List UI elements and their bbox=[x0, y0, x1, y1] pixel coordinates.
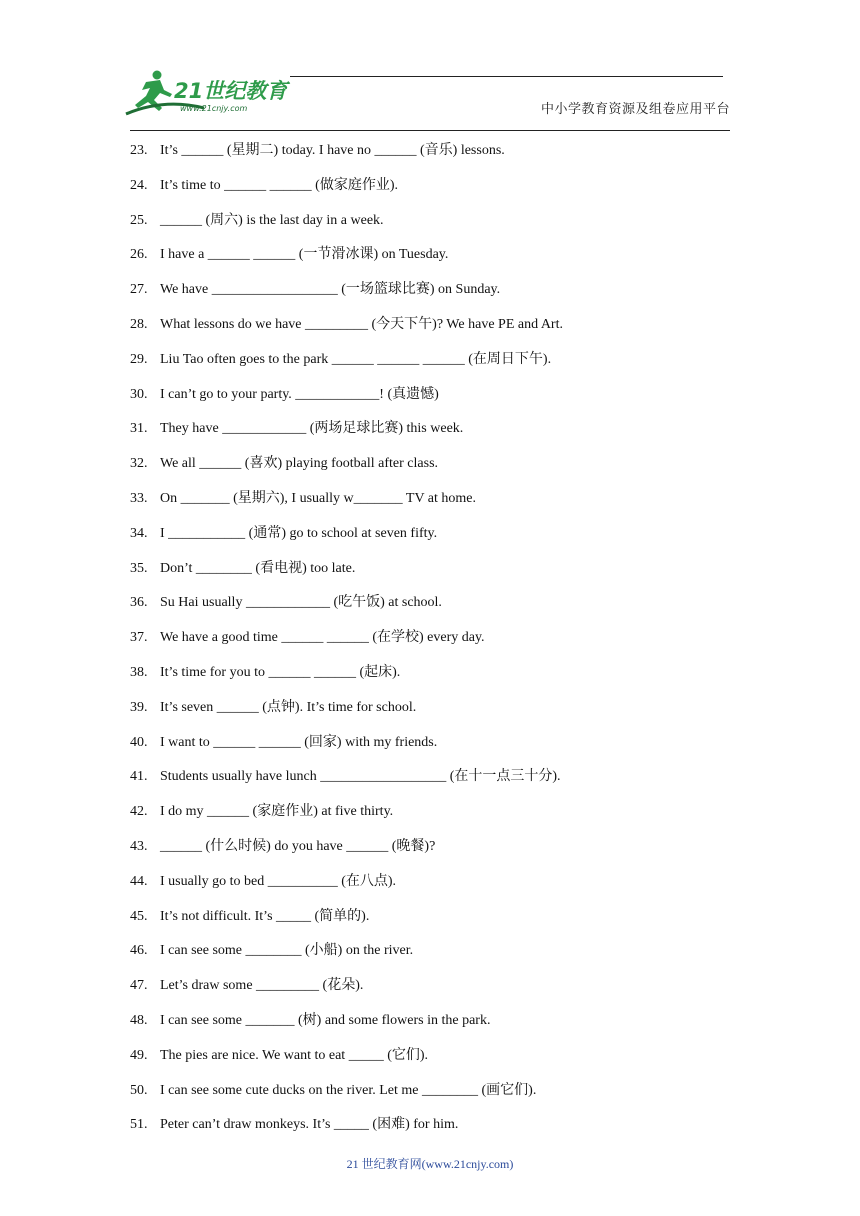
question-text: It’s not difficult. It’s _____ (简单的). bbox=[160, 908, 370, 924]
runner-logo-icon bbox=[124, 68, 294, 118]
question-number: 41. bbox=[130, 769, 148, 785]
question-number: 36. bbox=[130, 595, 148, 611]
question-number: 39. bbox=[130, 699, 148, 715]
question-item bbox=[130, 418, 730, 453]
question-text: We have a good time ______ ______ (在学校) every day. bbox=[160, 630, 485, 646]
question-text: ______ (周六) is the last day in a week. bbox=[160, 212, 384, 228]
question-number: 49. bbox=[130, 1047, 148, 1063]
question-item bbox=[130, 662, 730, 697]
page-header bbox=[0, 0, 860, 140]
question-item bbox=[130, 314, 730, 349]
question-number: 42. bbox=[130, 804, 148, 820]
question-item bbox=[130, 697, 730, 732]
question-item bbox=[130, 1045, 730, 1080]
question-text: The pies are nice. We want to eat _____ (它们). bbox=[160, 1047, 429, 1063]
question-item bbox=[130, 940, 730, 975]
question-number: 29. bbox=[130, 351, 148, 367]
question-item bbox=[130, 592, 730, 627]
question-item bbox=[130, 488, 730, 523]
question-text: I ___________ (通常) go to school at seven fifty. bbox=[160, 525, 438, 541]
question-text: I do my ______ (家庭作业) at five thirty. bbox=[160, 804, 394, 820]
question-number: 31. bbox=[130, 421, 148, 437]
question-item bbox=[130, 349, 730, 384]
question-item bbox=[130, 279, 730, 314]
question-text: It’s time for you to ______ ______ (起床). bbox=[160, 664, 401, 680]
question-item bbox=[130, 627, 730, 662]
question-item bbox=[130, 453, 730, 488]
question-item bbox=[130, 523, 730, 558]
question-item bbox=[130, 906, 730, 941]
question-number: 47. bbox=[130, 978, 148, 994]
question-number: 37. bbox=[130, 630, 148, 646]
question-text: Su Hai usually ____________ (吃午饭) at school. bbox=[160, 595, 442, 611]
question-text: I have a ______ ______ (一节滑冰课) on Tuesday. bbox=[160, 247, 449, 263]
page-footer[interactable]: 21 世纪教育网(www.21cnjy.com) bbox=[346, 1157, 514, 1171]
question-number: 46. bbox=[130, 943, 148, 959]
question-number: 32. bbox=[130, 456, 148, 472]
question-number: 35. bbox=[130, 560, 148, 576]
question-number: 30. bbox=[130, 386, 148, 402]
question-item bbox=[130, 175, 730, 210]
question-number: 27. bbox=[130, 282, 148, 298]
question-text: On _______ (星期六), I usually w_______ TV at home. bbox=[160, 490, 477, 506]
question-text: Don’t ________ (看电视) too late. bbox=[160, 560, 356, 576]
question-text: It’s ______ (星期二) today. I have no ______ (音乐) lessons. bbox=[160, 143, 505, 158]
question-number: 48. bbox=[130, 1012, 148, 1028]
question-number: 25. bbox=[130, 212, 148, 228]
question-item bbox=[130, 1010, 730, 1045]
question-item bbox=[130, 766, 730, 801]
question-number: 45. bbox=[130, 908, 148, 924]
question-number: 33. bbox=[130, 490, 148, 506]
question-number: 38. bbox=[130, 664, 148, 680]
question-list bbox=[130, 140, 730, 1149]
question-text: I can see some _______ (树) and some flowers in the park. bbox=[160, 1012, 491, 1028]
question-text: It’s time to ______ ______ (做家庭作业). bbox=[160, 177, 398, 193]
question-text: I can see some cute ducks on the river. Let me ________ (画它们). bbox=[160, 1082, 537, 1098]
question-text: Liu Tao often goes to the park ______ ______ ______ (在周日下午). bbox=[160, 351, 552, 367]
question-item bbox=[130, 1114, 730, 1149]
logo bbox=[124, 68, 294, 118]
question-item bbox=[130, 210, 730, 245]
question-number: 23. bbox=[130, 143, 148, 158]
question-number: 40. bbox=[130, 734, 148, 750]
question-text: ______ (什么时候) do you have ______ (晚餐)? bbox=[160, 838, 436, 854]
question-number: 43. bbox=[130, 838, 148, 854]
header-bottom-rule bbox=[130, 130, 730, 131]
question-item bbox=[130, 558, 730, 593]
question-number: 24. bbox=[130, 177, 148, 193]
question-text: It’s seven ______ (点钟). It’s time for school. bbox=[160, 699, 417, 715]
question-text: I usually go to bed __________ (在八点). bbox=[160, 873, 397, 889]
question-text: I can see some ________ (小船) on the river. bbox=[160, 943, 414, 959]
svg-text:21世纪教育: 21世纪教育 bbox=[174, 79, 288, 103]
question-item bbox=[130, 384, 730, 419]
question-item bbox=[130, 244, 730, 279]
question-text: I want to ______ ______ (回家) with my friends. bbox=[160, 734, 438, 750]
question-text: They have ____________ (两场足球比赛) this week. bbox=[160, 421, 464, 437]
header-tagline: 中小学教育资源及组卷应用平台 bbox=[540, 102, 730, 117]
question-item bbox=[130, 1080, 730, 1115]
question-item bbox=[130, 836, 730, 871]
question-text: Students usually have lunch __________________ (在十一点三十分). bbox=[160, 769, 561, 785]
question-number: 34. bbox=[130, 525, 148, 541]
question-text: We all ______ (喜欢) playing football after class. bbox=[160, 456, 439, 472]
question-number: 26. bbox=[130, 247, 148, 263]
question-text: Let’s draw some _________ (花朵). bbox=[160, 978, 364, 994]
question-number: 44. bbox=[130, 873, 148, 889]
question-number: 51. bbox=[130, 1117, 148, 1133]
question-item bbox=[130, 140, 730, 175]
question-text: I can’t go to your party. ____________! (真遗憾) bbox=[160, 386, 439, 402]
question-text: We have __________________ (一场篮球比赛) on Sunday. bbox=[160, 282, 501, 298]
question-item bbox=[130, 871, 730, 906]
question-text: Peter can’t draw monkeys. It’s _____ (困难) for him. bbox=[160, 1117, 459, 1133]
header-top-rule bbox=[290, 76, 723, 77]
question-text: What lessons do we have _________ (今天下午)? We have PE and Art. bbox=[160, 316, 563, 332]
svg-text:www.21cnjy.com: www.21cnjy.com bbox=[180, 104, 248, 113]
question-number: 28. bbox=[130, 316, 148, 332]
question-item bbox=[130, 732, 730, 767]
question-item bbox=[130, 801, 730, 836]
question-item bbox=[130, 975, 730, 1010]
question-number: 50. bbox=[130, 1082, 148, 1098]
